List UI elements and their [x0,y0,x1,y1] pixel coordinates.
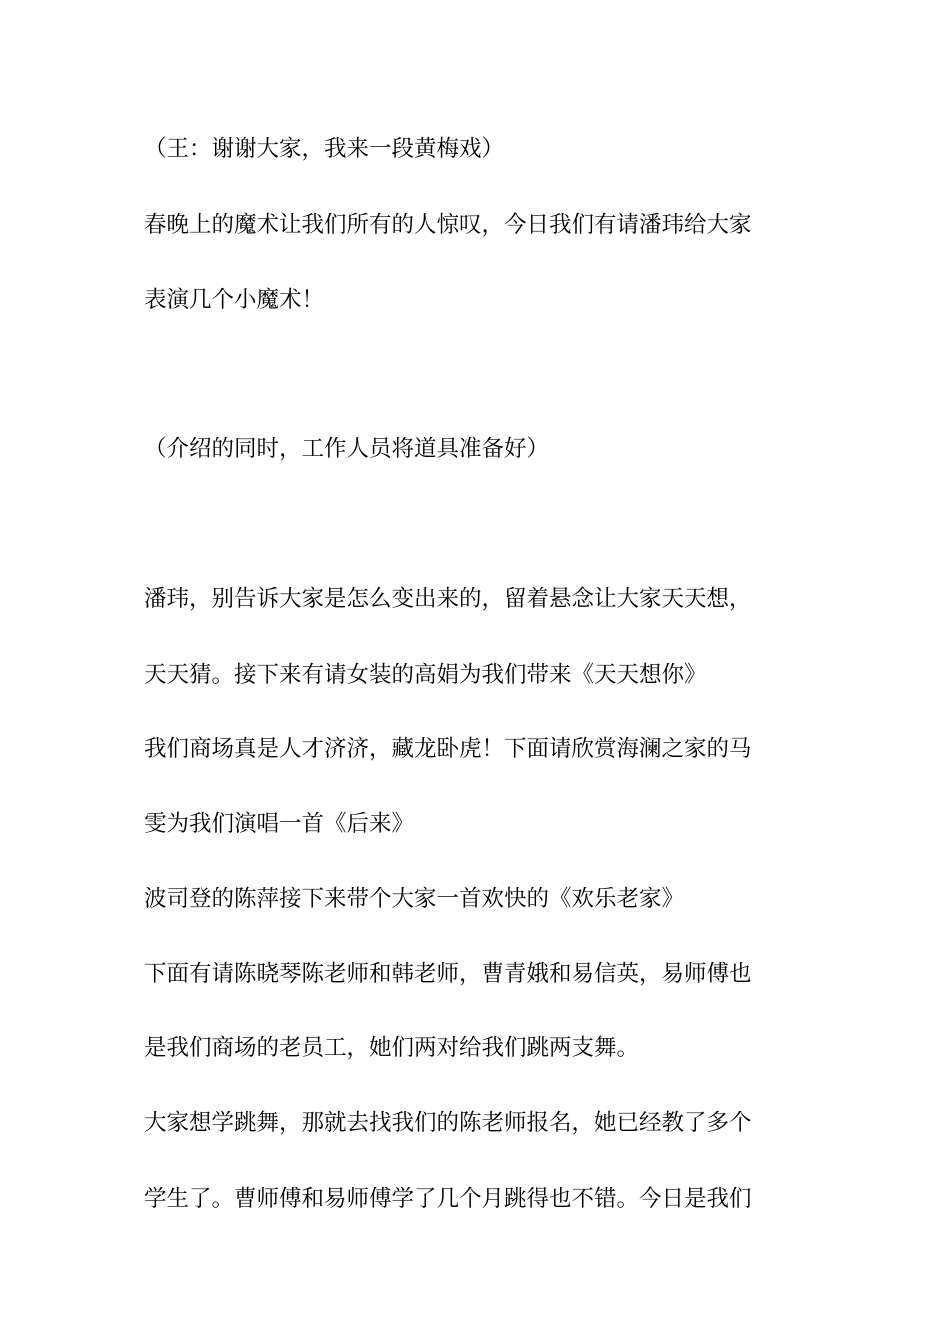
text-line-8: 雯为我们演唱一首《后来》 [144,811,415,837]
text-line-12: 大家想学跳舞，那就去找我们的陈老师报名，她已经教了多个 [144,1110,752,1136]
text-line-2: 春晚上的魔术让我们所有的人惊叹，今日我们有请潘玮给大家 [144,212,752,238]
text-line-7: 我们商场真是人才济济，藏龙卧虎！下面请欣赏海澜之家的马 [144,736,752,762]
text-line-3: 表演几个小魔术！ [144,287,325,313]
text-line-9: 波司登的陈萍接下来带个大家一首欢快的《欢乐老家》 [144,886,685,912]
text-line-1: （王：谢谢大家，我来一段黄梅戏） [144,136,505,162]
text-line-6: 天天猜。接下来有请女装的高娟为我们带来《天天想你》 [144,662,707,688]
text-line-10: 下面有请陈晓琴陈老师和韩老师，曹青娥和易信英，易师傅也 [144,961,752,987]
text-line-4: （介绍的同时，工作人员将道具准备好） [144,436,550,462]
text-line-11: 是我们商场的老员工，她们两对给我们跳两支舞。 [144,1035,640,1061]
text-line-5: 潘玮，别告诉大家是怎么变出来的，留着悬念让大家天天想， [144,586,752,612]
text-line-13: 学生了。曹师傅和易师傅学了几个月跳得也不错。今日是我们 [144,1186,752,1212]
